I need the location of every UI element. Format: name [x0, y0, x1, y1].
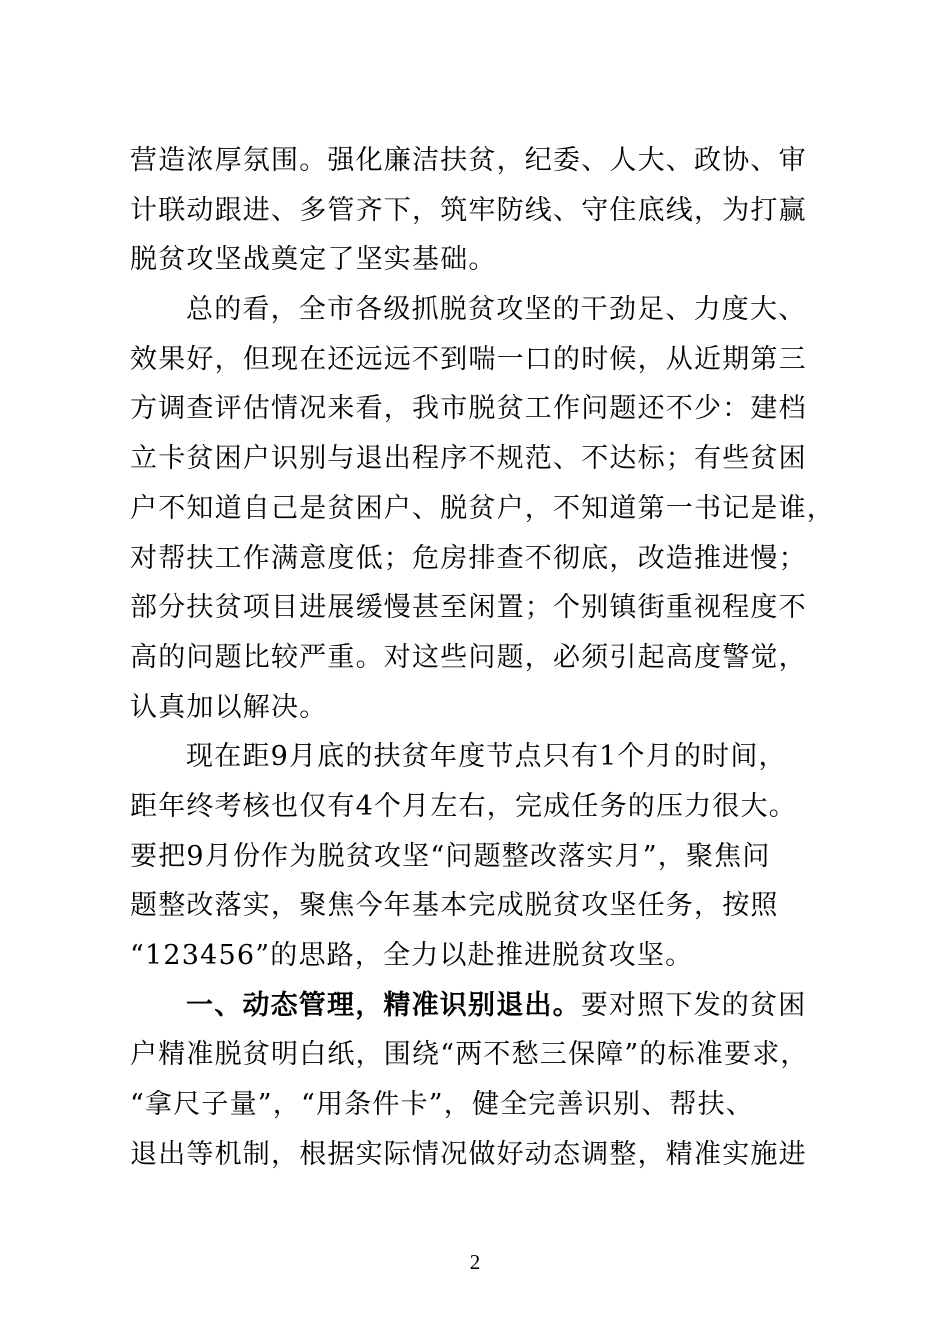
text-line: 计联动跟进、多管齐下，筑牢防线、守住底线，为打赢 — [130, 194, 807, 226]
section-heading-continuation: 要对照下发的贫困 — [580, 989, 807, 1021]
paragraph-start-line: 现在距9月底的扶贫年度节点只有1个月的时间， — [186, 741, 787, 773]
text-line: 户精准脱贫明白纸，围绕“两不愁三保障”的标准要求， — [130, 1039, 809, 1071]
text-line: 要把9月份作为脱贫攻坚“问题整改落实月”，聚焦问 — [130, 840, 771, 872]
text-line: 立卡贫困户识别与退出程序不规范、不达标；有些贫困 — [130, 443, 807, 475]
text-line: 退出等机制，根据实际情况做好动态调整，精准实施进 — [130, 1138, 807, 1170]
text-line: 脱贫攻坚战奠定了坚实基础。 — [130, 244, 497, 276]
text-line: 对帮扶工作满意度低；危房排查不彻底，改造推进慢； — [130, 542, 807, 574]
text-line: 距年终考核也仅有4个月左右，完成任务的压力很大。 — [130, 790, 797, 822]
text-line: 部分扶贫项目进展缓慢甚至闲置；个别镇街重视程度不 — [130, 592, 807, 624]
text-line: 户不知道自己是贫困户、脱贫户，不知道第一书记是谁， — [130, 492, 835, 524]
text-line: 题整改落实，聚焦今年基本完成脱贫攻坚任务，按照 — [130, 890, 779, 922]
text-line: 方调查评估情况来看，我市脱贫工作问题还不少：建档 — [130, 393, 807, 425]
text-line: 认真加以解决。 — [130, 691, 328, 723]
text-line: 营造浓厚氛围。强化廉洁扶贫，纪委、人大、政协、审 — [130, 145, 807, 176]
paragraph-start-line: 总的看，全市各级抓脱贫攻坚的干劲足、力度大、 — [186, 294, 807, 326]
text-line: “123456”的思路，全力以赴推进脱贫攻坚。 — [130, 940, 694, 971]
text-line: “拿尺子量”，“用条件卡”，健全完善识别、帮扶、 — [130, 1089, 755, 1121]
text-line: 高的问题比较严重。对这些问题，必须引起高度警觉， — [130, 641, 807, 673]
section-heading-line — [130, 981, 830, 1031]
body-text — [130, 136, 835, 1179]
section-heading: 一、动态管理，精准识别退出。 — [186, 989, 581, 1021]
text-line: 效果好，但现在还远远不到喘一口的时候，从近期第三 — [130, 343, 807, 375]
page-number: 2 — [469, 1250, 481, 1274]
